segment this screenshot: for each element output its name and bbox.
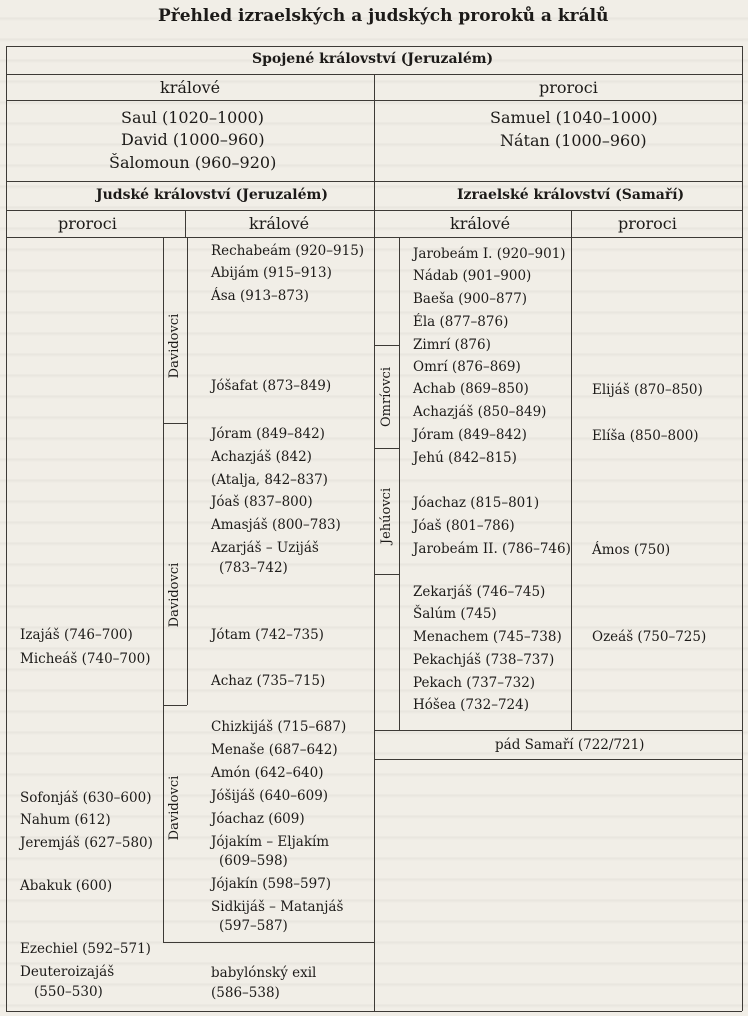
israel-prophets-label: proroci xyxy=(618,214,677,233)
israel-king: Hóšea (732–724) xyxy=(413,697,529,713)
israel-king: Jóachaz (815–801) xyxy=(413,495,540,511)
united-prophet: Nátan (1000–960) xyxy=(500,131,647,150)
israel-prophet: Elijáš (870–850) xyxy=(592,382,703,398)
israel-dynasty-label-omri: Omríovci xyxy=(379,367,394,427)
judah-prophet: Jeremjáš (627–580) xyxy=(20,835,153,851)
united-kings-label: králové xyxy=(160,78,221,97)
judah-king-dates: (597–587) xyxy=(219,918,288,934)
judah-exile-dates: (586–538) xyxy=(211,985,280,1001)
israel-fall-top xyxy=(374,730,742,731)
judah-king: Azarjáš – Uzijáš xyxy=(211,540,319,556)
judah-prophet: Nahum (612) xyxy=(20,812,111,828)
judah-king: Jóšijáš (640–609) xyxy=(211,788,329,804)
judah-prophet: Deuteroizajáš xyxy=(20,964,115,980)
israel-king: Pekach (737–732) xyxy=(413,675,536,691)
judah-king-dates: (783–742) xyxy=(219,560,288,576)
judah-king: Amasjáš (800–783) xyxy=(211,517,341,533)
israel-king: Achab (869–850) xyxy=(413,381,529,397)
israel-prophets-divider xyxy=(571,237,572,730)
united-king: Saul (1020–1000) xyxy=(121,108,264,127)
judah-label-divider xyxy=(185,210,186,237)
judah-exile-rule xyxy=(163,942,374,943)
judah-king: Jóram (849–842) xyxy=(211,426,325,442)
israel-king: Jóaš (801–786) xyxy=(413,518,515,534)
united-kingdom-header: Spojené království (Jeruzalém) xyxy=(252,51,494,67)
israel-prophet: Ámos (750) xyxy=(592,542,671,558)
israel-kingdom-header: Izraelské království (Samaří) xyxy=(457,187,685,203)
judah-king: Jójakím – Eljakím xyxy=(211,834,330,850)
judah-prophet: Abakuk (600) xyxy=(20,878,113,894)
judah-exile: babylónský exil xyxy=(211,965,317,981)
israel-king: Jarobeám II. (786–746) xyxy=(413,541,571,557)
judah-king: Sidkijáš – Matanjáš xyxy=(211,899,344,915)
israel-king: Zimrí (876) xyxy=(413,337,491,353)
israel-king: Šalúm (745) xyxy=(413,606,497,622)
israel-king: Baeša (900–877) xyxy=(413,291,528,307)
judah-king: Jótam (742–735) xyxy=(211,627,324,643)
israel-king: Nádab (901–900) xyxy=(413,268,532,284)
israel-prophet: Elíša (850–800) xyxy=(592,428,699,444)
united-prophet: Samuel (1040–1000) xyxy=(490,108,658,127)
table-border-bottom xyxy=(6,1011,742,1012)
judah-king: Amón (642–640) xyxy=(211,765,324,781)
judah-king: Jóaš (837–800) xyxy=(211,494,313,510)
judah-dynasty-label: Davidovci xyxy=(167,313,182,379)
judah-king: Menaše (687–642) xyxy=(211,742,338,758)
israel-dynasty-label-jehu: Jehúovci xyxy=(379,487,394,545)
israel-fall-bottom xyxy=(374,759,742,760)
israel-dynasty-strip-right xyxy=(399,237,400,730)
judah-king: Chizkijáš (715–687) xyxy=(211,719,347,735)
united-king: Šalomoun (960–920) xyxy=(109,153,277,172)
judah-king: Abijám (915–913) xyxy=(211,265,332,281)
israel-king: Pekachjáš (738–737) xyxy=(413,652,555,668)
judah-king: Rechabeám (920–915) xyxy=(211,243,365,259)
judah-prophet: Ezechiel (592–571) xyxy=(20,941,151,957)
judah-prophet: Micheáš (740–700) xyxy=(20,651,151,667)
israel-king: Jarobeám I. (920–901) xyxy=(413,246,566,262)
table-border-left xyxy=(6,46,7,1011)
judah-king: Jójakín (598–597) xyxy=(211,876,332,892)
united-prophets-label: proroci xyxy=(539,78,598,97)
israel-prophet: Ozeáš (750–725) xyxy=(592,629,707,645)
judah-prophet-dates: (550–530) xyxy=(34,984,103,1000)
judah-king: Achaz (735–715) xyxy=(211,673,326,689)
israel-king: Omrí (876–869) xyxy=(413,359,521,375)
israel-dynasty-strip-left xyxy=(374,345,375,574)
israel-king: Jóram (849–842) xyxy=(413,427,527,443)
israel-label-divider xyxy=(571,210,572,237)
judah-dynasty-strip-right xyxy=(187,237,188,705)
judah-dynasty-break-2 xyxy=(163,705,187,706)
judah-king: Ása (913–873) xyxy=(211,288,309,304)
table-border-right xyxy=(742,46,743,1011)
israel-king: Menachem (745–738) xyxy=(413,629,562,645)
israel-king: Achazjáš (850–849) xyxy=(413,404,547,420)
judah-king-dates: (609–598) xyxy=(219,853,288,869)
judah-king: (Atalja, 842–837) xyxy=(211,472,328,488)
judah-king: Jóachaz (609) xyxy=(211,811,305,827)
judah-kingdom-header: Judské království (Jeruzalém) xyxy=(96,187,328,203)
judah-prophet: Sofonjáš (630–600) xyxy=(20,790,152,806)
israel-king: Éla (877–876) xyxy=(413,314,509,330)
judah-kings-label: králové xyxy=(249,214,310,233)
united-king: David (1000–960) xyxy=(121,130,265,149)
judah-dynasty-label: Davidovci xyxy=(167,562,182,628)
israel-king: Jehú (842–815) xyxy=(413,450,517,466)
judah-king: Achazjáš (842) xyxy=(211,449,312,465)
judah-dynasty-break-1 xyxy=(163,423,187,424)
table-border-top xyxy=(6,46,742,47)
judah-prophet: Izajáš (746–700) xyxy=(20,627,133,643)
israel-king: Zekarjáš (746–745) xyxy=(413,584,546,600)
judah-king: Jóšafat (873–849) xyxy=(211,378,332,394)
israel-fall-label: pád Samaří (722/721) xyxy=(495,737,645,753)
israel-kings-label: králové xyxy=(450,214,511,233)
judah-prophets-label: proroci xyxy=(58,214,117,233)
judah-dynasty-strip-left xyxy=(163,237,164,942)
page-title: Přehled izraelských a judských proroků a králů xyxy=(158,6,609,26)
judah-dynasty-label: Davidovci xyxy=(167,775,182,841)
